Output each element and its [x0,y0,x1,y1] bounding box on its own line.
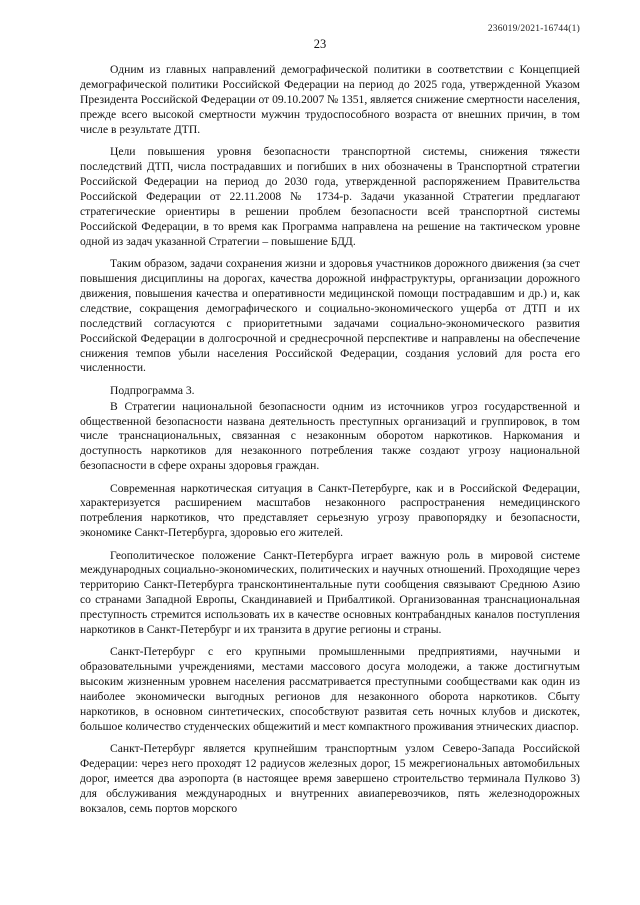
paragraph-drug-situation: Современная наркотическая ситуация в Санкт-Петербурге, как и в Российской Федерации, характеризуется расширением масштабов незаконного распространения немедицинского потребления наркотиков, что представляет серьезную угрозу правопорядку и безопасности, экономике Санкт-Петербурга, здоровью его жителей. [80,481,580,540]
document-body [80,63,580,824]
paragraph-national-security: В Стратегии национальной безопасности одним из источников угроз государственной и общественной безопасности названа деятельность преступных организаций и группировок, в том числе транснациональных, связанная с незаконным оборотом наркотиков. Наркомания и доступность наркотиков для незаконного потребления также создают угрозу национальной безопасности в сфере охраны здоровья граждан. [80,399,580,473]
page-number: 23 [313,37,327,51]
paragraph-transport-strategy: Цели повышения уровня безопасности транспортной системы, снижения тяжести последствий ДТП, числа пострадавших и погибших в них обозначены в Транспортной стратегии Российской Федерации на период до 2030 года, утвержденной распоряжением Правительства Российской Федерации от 22.11.2008 № 1734-р. Задачи указанной Стратегии предлагают стратегические ориентиры в решении проблем безопасности всей транспортной системы Российской Федерации, в то время как Программа направлена на решение на тактическом уровне одной из задач указанной Стратегии – повышение БДД. [80,144,580,248]
paragraph-demographic-policy: Одним из главных направлений демографической политики в соответствии с Концепцией демографической политики Российской Федерации на период до 2025 года, утвержденной Указом Президента Российской Федерации от 09.10.2007 № 1351, является снижение смертности населения, прежде всего высокой смертности мужчин трудоспособного возраста от внешних причин, в том числе в результате ДТП. [80,63,580,136]
subprogram-heading: Подпрограмма 3. [110,383,195,397]
paragraph-geopolitical-position: Геополитическое положение Санкт-Петербурга играет важную роль в мировой системе международных социально-экономических, политических и научных отношений. Проходящие через территорию Санкт-Петербурга трансконтинентальные пути сообщения связывают Среднюю Азию со странами Западной Европы, Скандинавией и Прибалтикой. Организованная транснациональная преступность стремится использовать их в качестве основных контрабандных каналов поступления наркотиков в Санкт-Петербург и их транзита в другие регионы и страны. [80,548,580,637]
document-id: 236019/2021-16744(1) [487,24,580,34]
paragraph-city-profile: Санкт-Петербург с его крупными промышленными предприятиями, научными и образовательными учреждениями, местами массового досуга молодежи, а также достигнутым высоким жизненным уровнем населения рассматривается преступными сообществами как один из наиболее экономически выгодных регионов для незаконного оборота наркотиков. Сбыту наркотиков, в основном синтетических, способствуют развитая сеть ночных клубов и дискотек, большое количество студенческих общежитий и мест компактного проживания этнических диаспор. [80,645,580,734]
paragraph-transport-hub: Санкт-Петербург является крупнейшим транспортным узлом Северо-Запада Российской Федерации: через него проходят 12 радиусов железных дорог, 15 межрегиональных автомобильных дорог, имеется два аэропорта (в настоящее время завершено строительство терминала Пулково 3) для обслуживания международных и внутренних авиаперевозчиков, пять железнодорожных вокзалов, семь портов морского [80,742,580,816]
paragraph-road-safety-goals: Таким образом, задачи сохранения жизни и здоровья участников дорожного движения (за счет повышения дисциплины на дорогах, качества дорожной инфраструктуры, организации дорожного движения, повышения качества и оперативности медицинской помощи пострадавшим и др.) и, как следствие, сокращения демографического и социально-экономического ущерба от ДТП и их последствий согласуются с приоритетными задачами социально-экономического развития Российской Федерации в долгосрочной и среднесрочной перспективе и направлены на обеспечение снижения темпов убыли населения Российской Федерации, создания условий для роста его численности. [80,256,580,375]
